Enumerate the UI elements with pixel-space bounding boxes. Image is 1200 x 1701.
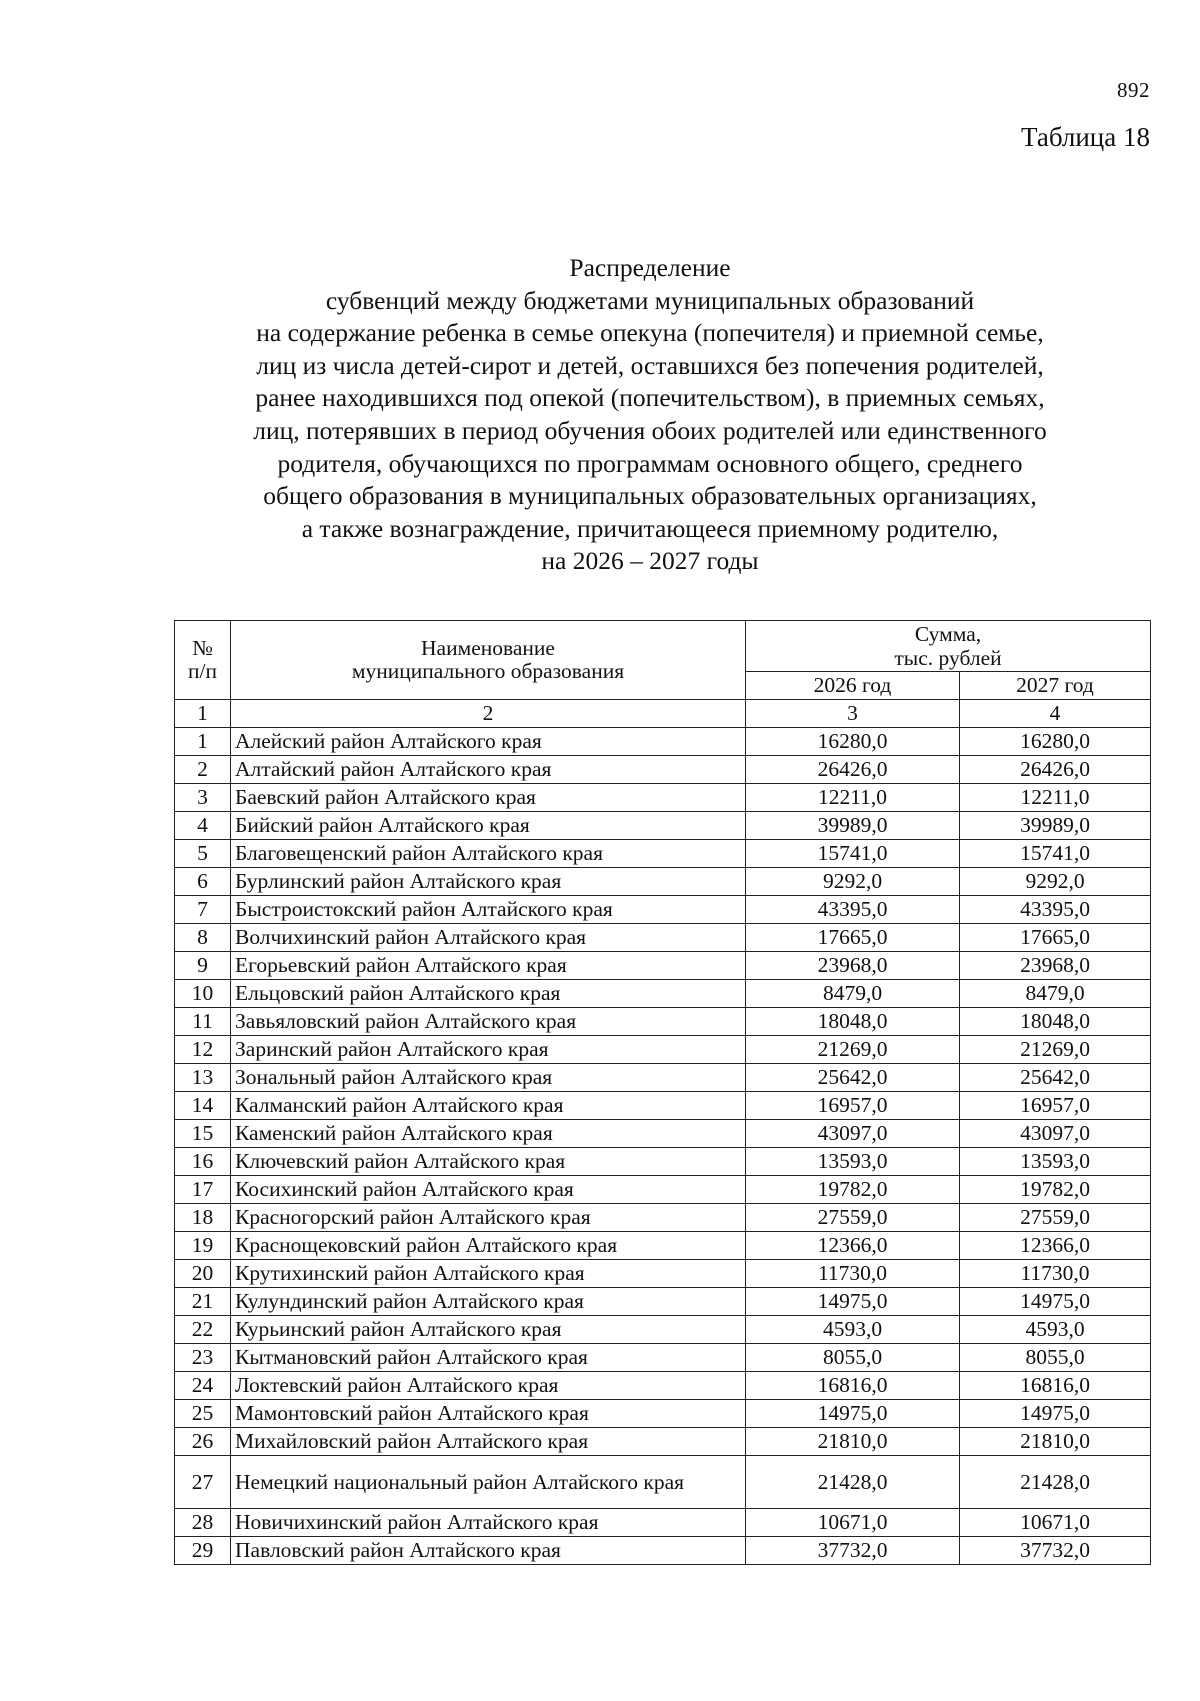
municipality-name: Каменский район Алтайского края [231, 1120, 746, 1148]
table-row [175, 1372, 1151, 1400]
row-number: 12 [175, 1036, 231, 1064]
row-number: 15 [175, 1120, 231, 1148]
row-number: 21 [175, 1288, 231, 1316]
municipality-name: Благовещенский район Алтайского края [231, 840, 746, 868]
title-line: на содержание ребенка в семье опекуна (попечителя) и приемной семье, [256, 318, 1044, 348]
table-row [175, 812, 1151, 840]
row-number: 10 [175, 980, 231, 1008]
row-number: 2 [175, 756, 231, 784]
table-row [175, 1036, 1151, 1064]
table-row [175, 1008, 1151, 1036]
amount-2027: 12211,0 [960, 784, 1151, 812]
amount-2026: 21428,0 [746, 1456, 960, 1509]
amount-2027: 21810,0 [960, 1428, 1151, 1456]
amount-2026: 16816,0 [746, 1372, 960, 1400]
municipality-name: Курьинский район Алтайского края [231, 1316, 746, 1344]
header-sum-line2: тыс. рублей [894, 646, 1002, 670]
row-number: 23 [175, 1344, 231, 1372]
row-number: 1 [175, 728, 231, 756]
title-line: а также вознаграждение, причитающееся приемному родителю, [301, 513, 999, 543]
row-number: 11 [175, 1008, 231, 1036]
header-name-line1: Наименование [421, 636, 555, 660]
table-row [175, 896, 1151, 924]
municipality-name: Бурлинский район Алтайского края [231, 868, 746, 896]
row-number: 28 [175, 1509, 231, 1537]
column-index: 3 [746, 700, 960, 728]
amount-2027: 8479,0 [960, 980, 1151, 1008]
amount-2027: 19782,0 [960, 1176, 1151, 1204]
title-line: лиц из числа детей-сирот и детей, оставшихся без попечения родителей, [256, 350, 1044, 380]
table-row [175, 1316, 1151, 1344]
row-number: 3 [175, 784, 231, 812]
row-number: 25 [175, 1400, 231, 1428]
amount-2027: 25642,0 [960, 1064, 1151, 1092]
table-row [175, 1288, 1151, 1316]
municipality-name: Алейский район Алтайского края [231, 728, 746, 756]
amount-2026: 10671,0 [746, 1509, 960, 1537]
title-line: Распределение [569, 253, 731, 282]
amount-2026: 19782,0 [746, 1176, 960, 1204]
table-row [175, 1537, 1151, 1565]
amount-2027: 21428,0 [960, 1456, 1151, 1509]
amount-2026: 16957,0 [746, 1092, 960, 1120]
municipality-name: Алтайский район Алтайского края [231, 756, 746, 784]
amount-2027: 15741,0 [960, 840, 1151, 868]
amount-2026: 39989,0 [746, 812, 960, 840]
table-row [175, 1176, 1151, 1204]
amount-2026: 4593,0 [746, 1316, 960, 1344]
row-number: 29 [175, 1537, 231, 1565]
amount-2026: 37732,0 [746, 1537, 960, 1565]
row-number: 18 [175, 1204, 231, 1232]
row-number: 26 [175, 1428, 231, 1456]
row-number: 16 [175, 1148, 231, 1176]
amount-2026: 14975,0 [746, 1400, 960, 1428]
amount-2027: 13593,0 [960, 1148, 1151, 1176]
amount-2026: 27559,0 [746, 1204, 960, 1232]
table-row [175, 756, 1151, 784]
amount-2027: 23968,0 [960, 952, 1151, 980]
header-number-line2: п/п [188, 659, 217, 683]
row-number: 27 [175, 1456, 231, 1509]
amount-2026: 15741,0 [746, 840, 960, 868]
amount-2027: 16280,0 [960, 728, 1151, 756]
amount-2027: 9292,0 [960, 868, 1151, 896]
row-number: 9 [175, 952, 231, 980]
municipality-name: Михайловский район Алтайского края [231, 1428, 746, 1456]
amount-2027: 43097,0 [960, 1120, 1151, 1148]
column-index: 4 [960, 700, 1151, 728]
amount-2027: 14975,0 [960, 1400, 1151, 1428]
row-number: 19 [175, 1232, 231, 1260]
amount-2026: 43097,0 [746, 1120, 960, 1148]
municipality-name: Кулундинский район Алтайского края [231, 1288, 746, 1316]
table-row [175, 784, 1151, 812]
column-index: 1 [175, 700, 231, 728]
header-municipality [231, 621, 746, 700]
amount-2027: 43395,0 [960, 896, 1151, 924]
row-number: 20 [175, 1260, 231, 1288]
table-body [175, 700, 1151, 1565]
row-number: 24 [175, 1372, 231, 1400]
municipality-name: Зональный район Алтайского края [231, 1064, 746, 1092]
distribution-table [174, 620, 1151, 1565]
page-number: 892 [1117, 78, 1150, 102]
municipality-name: Косихинский район Алтайского края [231, 1176, 746, 1204]
amount-2026: 16280,0 [746, 728, 960, 756]
table-row [175, 840, 1151, 868]
municipality-name: Павловский район Алтайского края [231, 1537, 746, 1565]
title-line: родителя, обучающихся по программам основного общего, среднего [277, 448, 1023, 478]
amount-2027: 18048,0 [960, 1008, 1151, 1036]
table-row [175, 1400, 1151, 1428]
row-number: 22 [175, 1316, 231, 1344]
document-title [170, 252, 1130, 578]
amount-2026: 12366,0 [746, 1232, 960, 1260]
amount-2026: 8479,0 [746, 980, 960, 1008]
row-number: 4 [175, 812, 231, 840]
table-row [175, 980, 1151, 1008]
amount-2027: 26426,0 [960, 756, 1151, 784]
table-label: Таблица 18 [1021, 122, 1150, 152]
table-row [175, 924, 1151, 952]
municipality-name: Мамонтовский район Алтайского края [231, 1400, 746, 1428]
header-number-line1: № [192, 636, 213, 660]
amount-2027: 8055,0 [960, 1344, 1151, 1372]
table-row [175, 1092, 1151, 1120]
row-number: 13 [175, 1064, 231, 1092]
header-name-line2: муниципального образования [351, 659, 625, 683]
amount-2026: 9292,0 [746, 868, 960, 896]
title-line: лиц, потерявших в период обучения обоих родителей или единственного [253, 415, 1047, 445]
row-number: 5 [175, 840, 231, 868]
amount-2027: 27559,0 [960, 1204, 1151, 1232]
row-number: 14 [175, 1092, 231, 1120]
header-number [175, 621, 231, 700]
municipality-name: Егорьевский район Алтайского края [231, 952, 746, 980]
column-index-row [175, 700, 1151, 728]
municipality-name: Крутихинский район Алтайского края [231, 1260, 746, 1288]
title-line: субвенций между бюджетами муниципальных образований [325, 285, 975, 315]
row-number: 6 [175, 868, 231, 896]
amount-2026: 23968,0 [746, 952, 960, 980]
header-sum [746, 621, 1151, 672]
row-number: 8 [175, 924, 231, 952]
municipality-name: Волчихинский район Алтайского края [231, 924, 746, 952]
table-row [175, 868, 1151, 896]
amount-2027: 21269,0 [960, 1036, 1151, 1064]
amount-2026: 17665,0 [746, 924, 960, 952]
table-row [175, 1344, 1151, 1372]
municipality-name: Кытмановский район Алтайского края [231, 1344, 746, 1372]
amount-2026: 11730,0 [746, 1260, 960, 1288]
table-row [175, 1120, 1151, 1148]
municipality-name: Красногорский район Алтайского края [231, 1204, 746, 1232]
municipality-name: Немецкий национальный район Алтайского края [231, 1456, 746, 1509]
municipality-name: Ключевский район Алтайского края [231, 1148, 746, 1176]
amount-2026: 18048,0 [746, 1008, 960, 1036]
table-row [175, 1456, 1151, 1509]
table-row [175, 952, 1151, 980]
amount-2026: 43395,0 [746, 896, 960, 924]
table-row [175, 1232, 1151, 1260]
table-row [175, 1428, 1151, 1456]
amount-2027: 39989,0 [960, 812, 1151, 840]
amount-2026: 21269,0 [746, 1036, 960, 1064]
header-year-2027: 2027 год [960, 672, 1151, 700]
municipality-name: Локтевский район Алтайского края [231, 1372, 746, 1400]
amount-2026: 21810,0 [746, 1428, 960, 1456]
municipality-name: Новичихинский район Алтайского края [231, 1509, 746, 1537]
amount-2026: 25642,0 [746, 1064, 960, 1092]
table-row [175, 728, 1151, 756]
municipality-name: Ельцовский район Алтайского края [231, 980, 746, 1008]
amount-2026: 26426,0 [746, 756, 960, 784]
row-number: 17 [175, 1176, 231, 1204]
table-row [175, 1064, 1151, 1092]
table-row [175, 1509, 1151, 1537]
municipality-name: Бийский район Алтайского края [231, 812, 746, 840]
header-sum-line1: Сумма, [914, 622, 982, 646]
amount-2027: 14975,0 [960, 1288, 1151, 1316]
amount-2027: 10671,0 [960, 1509, 1151, 1537]
title-line: на 2026 – 2027 годы [541, 546, 759, 576]
row-number: 7 [175, 896, 231, 924]
amount-2027: 37732,0 [960, 1537, 1151, 1565]
table-row [175, 1260, 1151, 1288]
amount-2026: 8055,0 [746, 1344, 960, 1372]
amount-2026: 13593,0 [746, 1148, 960, 1176]
municipality-name: Завьяловский район Алтайского края [231, 1008, 746, 1036]
amount-2027: 17665,0 [960, 924, 1151, 952]
table-row [175, 1204, 1151, 1232]
municipality-name: Баевский район Алтайского края [231, 784, 746, 812]
municipality-name: Калманский район Алтайского края [231, 1092, 746, 1120]
amount-2027: 16957,0 [960, 1092, 1151, 1120]
title-line: ранее находившихся под опекой (попечительством), в приемных семьях, [255, 383, 1045, 413]
title-line: общего образования в муниципальных образовательных организациях, [263, 481, 1037, 511]
municipality-name: Заринский район Алтайского края [231, 1036, 746, 1064]
amount-2027: 4593,0 [960, 1316, 1151, 1344]
municipality-name: Краснощековский район Алтайского края [231, 1232, 746, 1260]
column-index: 2 [231, 700, 746, 728]
amount-2027: 16816,0 [960, 1372, 1151, 1400]
amount-2027: 11730,0 [960, 1260, 1151, 1288]
table-row [175, 1148, 1151, 1176]
amount-2026: 14975,0 [746, 1288, 960, 1316]
amount-2027: 12366,0 [960, 1232, 1151, 1260]
municipality-name: Быстроистокский район Алтайского края [231, 896, 746, 924]
amount-2026: 12211,0 [746, 784, 960, 812]
header-year-2026: 2026 год [746, 672, 960, 700]
